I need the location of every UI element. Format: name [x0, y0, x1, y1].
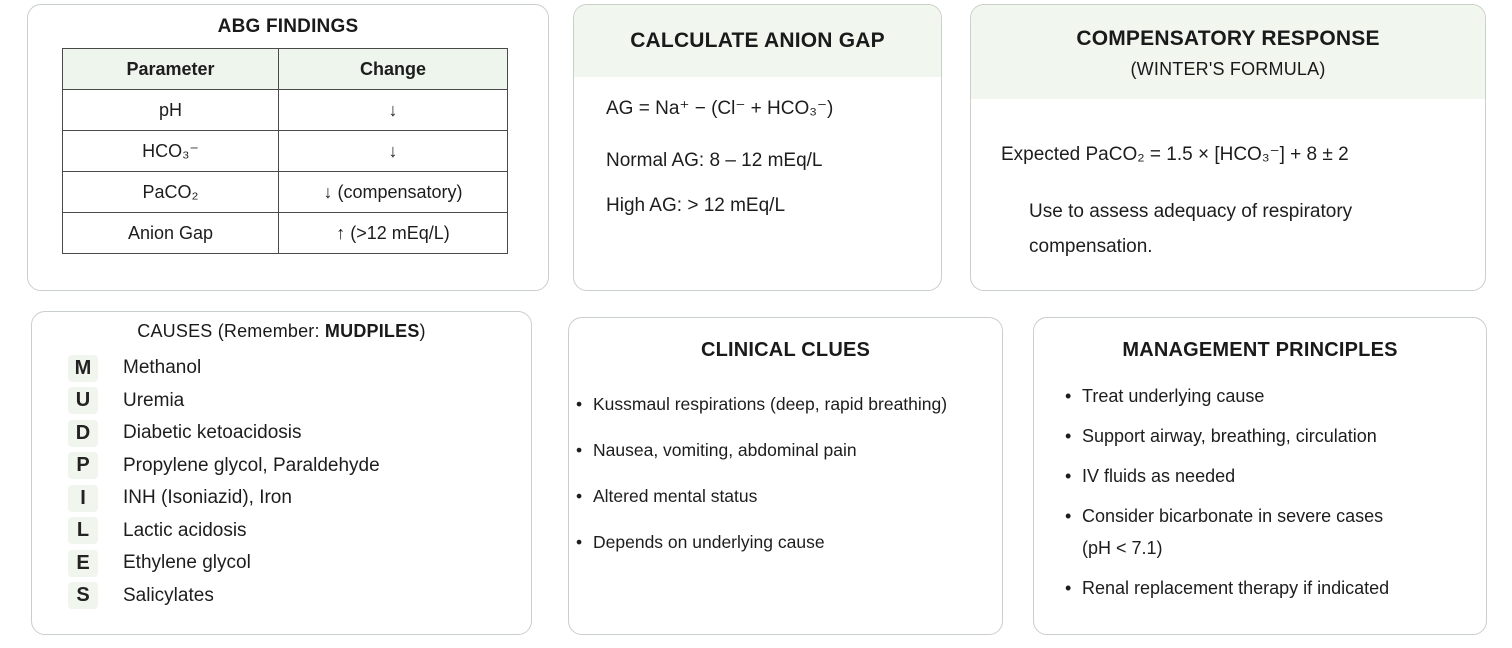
- abg-header-change: Change: [279, 49, 508, 90]
- cause-text: Diabetic ketoacidosis: [123, 422, 302, 444]
- abg-header-parameter: Parameter: [63, 49, 279, 90]
- mnemonic-letter: D: [68, 420, 98, 447]
- abg-change: ↓: [279, 90, 508, 131]
- winters-formula: Expected PaCO₂ = 1.5 × [HCO₃⁻] + 8 ± 2: [1001, 144, 1349, 165]
- table-row: [63, 172, 508, 213]
- table-row: [63, 90, 508, 131]
- management-item-continuation: (pH < 7.1): [1082, 538, 1163, 558]
- cause-text: Salicylates: [123, 584, 214, 606]
- management-list: [1062, 385, 1482, 617]
- cause-text: INH (Isoniazid), Iron: [123, 487, 292, 509]
- cause-text: Methanol: [123, 357, 202, 379]
- list-item: [68, 352, 380, 385]
- list-item: [1062, 577, 1482, 599]
- abg-findings-title: ABG FINDINGS: [217, 16, 359, 37]
- mnemonic-letter: S: [68, 582, 98, 609]
- causes-card: [31, 311, 532, 635]
- clinical-clues-card: [568, 317, 1003, 635]
- management-item-text: Renal replacement therapy if indicated: [1082, 578, 1390, 598]
- table-row: [63, 213, 508, 254]
- mnemonic-letter: I: [68, 485, 98, 512]
- clinical-clues-list: [573, 394, 947, 578]
- mnemonic-letter: P: [68, 452, 98, 479]
- management-item-text: Treat underlying cause: [1082, 386, 1265, 406]
- abg-param: Anion Gap: [63, 213, 279, 254]
- compensatory-title: COMPENSATORY RESPONSE: [1076, 27, 1380, 50]
- list-item: • Altered mental status: [573, 486, 947, 507]
- management-principles-card: [1033, 317, 1487, 635]
- list-item: [1062, 425, 1482, 447]
- anion-gap-formula: AG = Na⁺ − (Cl⁻ + HCO₃⁻): [606, 98, 834, 119]
- list-item: [68, 385, 380, 418]
- causes-title-prefix: CAUSES (Remember:: [137, 321, 325, 341]
- list-item: [68, 547, 380, 580]
- abg-findings-card: [27, 4, 549, 291]
- list-item: [1062, 505, 1482, 559]
- compensatory-header: [971, 5, 1485, 99]
- list-item: [68, 580, 380, 613]
- compensatory-subtitle: (WINTER'S FORMULA): [1130, 59, 1326, 79]
- abg-change: ↑ (>12 mEq/L): [279, 213, 508, 254]
- abg-param: pH: [63, 90, 279, 131]
- management-title: MANAGEMENT PRINCIPLES: [1122, 339, 1398, 361]
- abg-param: PaCO₂: [63, 172, 279, 213]
- causes-title-suffix: ): [419, 321, 426, 341]
- cause-text: Ethylene glycol: [123, 552, 251, 574]
- anion-gap-body: [574, 77, 941, 215]
- list-item: [68, 417, 380, 450]
- management-item-text: IV fluids as needed: [1082, 466, 1236, 486]
- cause-text: Lactic acidosis: [123, 519, 247, 541]
- clinical-clues-title: CLINICAL CLUES: [700, 339, 871, 361]
- mnemonic-letter: E: [68, 550, 98, 577]
- list-item: [1062, 385, 1482, 407]
- management-item-text: Support airway, breathing, circulation: [1082, 426, 1377, 446]
- mnemonic-letter: U: [68, 387, 98, 414]
- abg-table: [62, 48, 508, 254]
- list-item: [68, 482, 380, 515]
- causes-title-mnemonic: MUDPILES: [324, 321, 420, 341]
- abg-table-header-row: [63, 49, 508, 90]
- list-item: [68, 450, 380, 483]
- list-item: • Depends on underlying cause: [573, 532, 947, 553]
- compensatory-response-card: [970, 4, 1486, 291]
- cause-text: Uremia: [123, 389, 185, 411]
- list-item: • Nausea, vomiting, abdominal pain: [573, 440, 947, 461]
- mnemonic-letter: L: [68, 517, 98, 544]
- management-item-text: Consider bicarbonate in severe cases: [1082, 506, 1384, 526]
- mudpiles-list: [68, 352, 380, 612]
- table-row: [63, 131, 508, 172]
- list-item: [1062, 465, 1482, 487]
- compensatory-note: Use to assess adequacy of respiratory compensation.: [1029, 201, 1353, 257]
- anion-gap-normal: Normal AG: 8 – 12 mEq/L: [606, 150, 823, 171]
- cause-text: Propylene glycol, Paraldehyde: [123, 454, 380, 476]
- anion-gap-card: [573, 4, 942, 291]
- abg-change: ↓ (compensatory): [279, 172, 508, 213]
- causes-title: [32, 312, 531, 344]
- anion-gap-title: CALCULATE ANION GAP: [574, 5, 941, 77]
- abg-param: HCO₃⁻: [63, 131, 279, 172]
- abg-change: ↓: [279, 131, 508, 172]
- mnemonic-letter: M: [68, 355, 98, 382]
- list-item: • Kussmaul respirations (deep, rapid breathing): [573, 394, 947, 415]
- list-item: [68, 515, 380, 548]
- anion-gap-high: High AG: > 12 mEq/L: [606, 195, 786, 216]
